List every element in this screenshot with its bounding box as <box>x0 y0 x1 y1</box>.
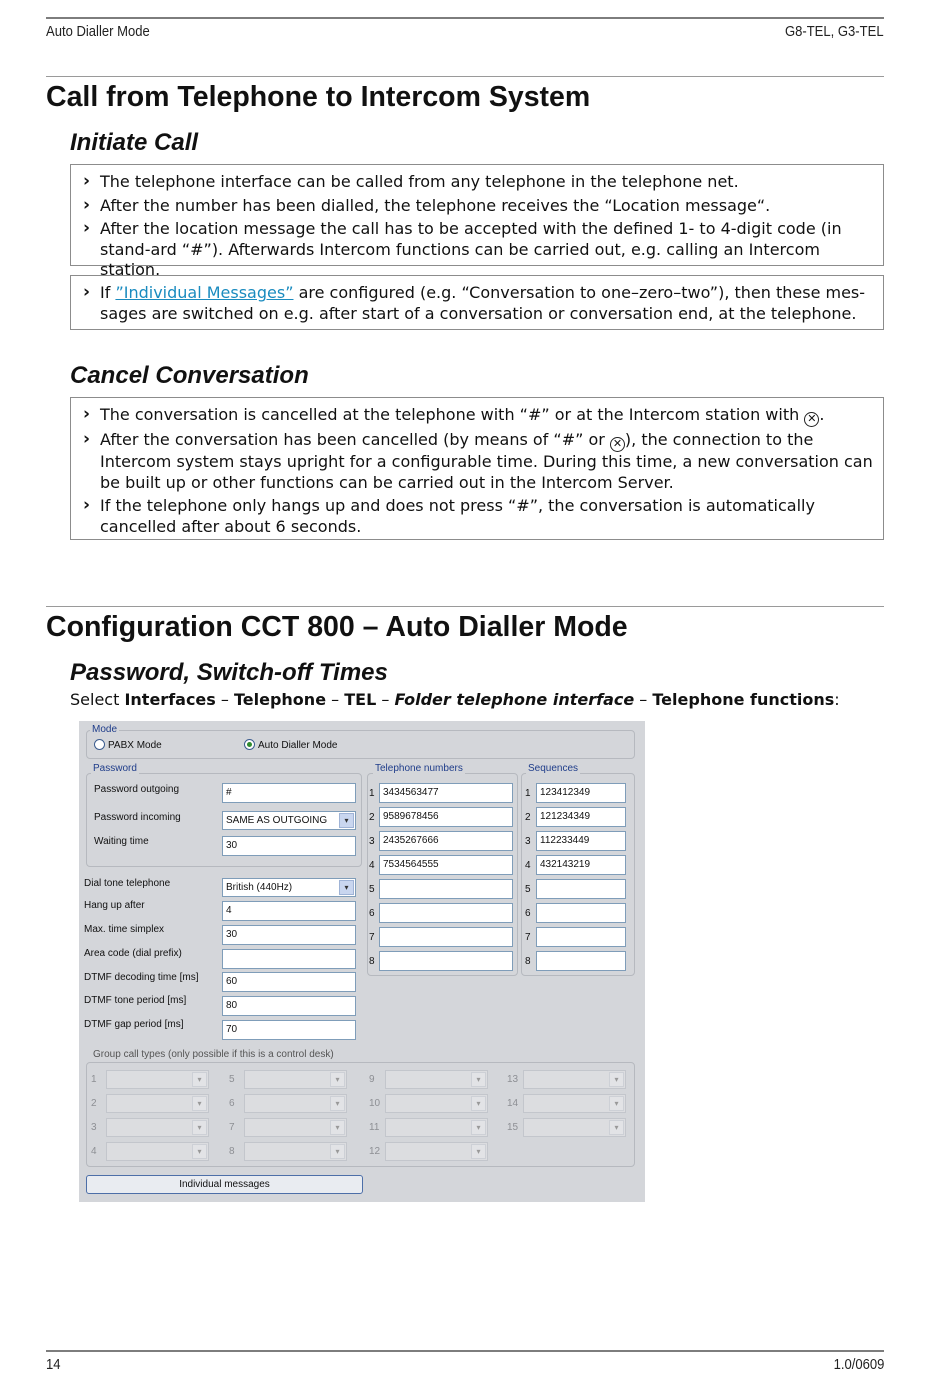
waiting-time-input[interactable]: 30 <box>222 836 356 856</box>
group-call-select <box>385 1118 488 1137</box>
row-number: 5 <box>525 884 531 895</box>
group-call-select <box>244 1118 347 1137</box>
password-outgoing-input[interactable]: # <box>222 783 356 803</box>
sequence-input[interactable]: 432143219 <box>536 855 626 875</box>
chevron-down-icon: ▾ <box>339 813 354 828</box>
footer-rule <box>46 1350 884 1352</box>
sequence-input[interactable] <box>536 903 626 923</box>
telephone-number-input[interactable]: 9589678456 <box>379 807 513 827</box>
telephone-number-input[interactable] <box>379 927 513 947</box>
chevron-down-icon: ▾ <box>471 1072 486 1087</box>
individual-messages-button[interactable]: Individual messages <box>86 1175 363 1194</box>
bullet-item: › After the conversation has been cancelled (by means of “#” or ✕ ), the connection to the Intercom system stays upright for a configurable time. During this time, a new conversation can be built up or other functions can be carried out in the Intercom Server. <box>81 430 873 493</box>
chevron-down-icon: ▾ <box>192 1144 207 1159</box>
page-number: 14 <box>46 1357 61 1373</box>
row-number: 3 <box>369 836 375 847</box>
section-title-config: Configuration CCT 800 – Auto Dialler Mode <box>46 611 628 643</box>
sequence-input[interactable]: 112233449 <box>536 831 626 851</box>
dial-tone-select[interactable]: British (440Hz) ▾ <box>222 878 356 897</box>
chevron-down-icon: ▾ <box>330 1072 345 1087</box>
sequence-input[interactable]: 123412349 <box>536 783 626 803</box>
individual-messages-link[interactable]: ”Individual Messages” <box>115 283 294 302</box>
telephone-numbers-legend: Telephone numbers <box>375 763 463 774</box>
row-number: 5 <box>369 884 375 895</box>
sequence-input[interactable] <box>536 927 626 947</box>
chevron-down-icon: ▾ <box>609 1072 624 1087</box>
chevron-down-icon: ▾ <box>330 1096 345 1111</box>
max-simplex-label: Max. time simplex <box>84 924 165 935</box>
subsection-title-password: Password, Switch-off Times <box>70 659 388 686</box>
dtmf-decoding-input[interactable]: 60 <box>222 972 356 992</box>
page-title: Call from Telephone to Intercom System <box>46 81 591 113</box>
dtmf-decoding-label: DTMF decoding time [ms] <box>84 972 199 983</box>
area-code-label: Area code (dial prefix) <box>84 948 182 959</box>
group-call-select <box>385 1070 488 1089</box>
password-legend: Password <box>93 763 137 774</box>
bullet-item: › The conversation is cancelled at the telephone with “#” or at the Intercom station with ✕ . <box>81 405 873 427</box>
row-number: 8 <box>525 956 531 967</box>
auto-dialler-mode-radio[interactable]: Auto Dialler Mode <box>244 739 337 752</box>
group-call-select <box>244 1094 347 1113</box>
subsection-title-cancel: Cancel Conversation <box>70 362 309 389</box>
bullet-item: › If the telephone only hangs up and does not press “#”, the conversation is automatically cancelled after about 6 seconds. <box>81 496 873 537</box>
group-call-select <box>106 1118 209 1137</box>
row-number: 7 <box>369 932 375 943</box>
password-outgoing-label: Password outgoing <box>94 784 180 795</box>
group-number: 4 <box>91 1146 97 1157</box>
subsection-title-initiate: Initiate Call <box>70 129 199 156</box>
hang-up-label: Hang up after <box>84 900 145 911</box>
note-item: › If ”Individual Messages” are configured (e.g. “Conversation to one–zero–two”), then these mes-sages are switched on e.g. after start of a conversation or conversation end, at the telephone. <box>81 283 873 324</box>
password-incoming-select[interactable]: SAME AS OUTGOING ▾ <box>222 811 356 830</box>
group-number: 7 <box>229 1122 235 1133</box>
chevron-down-icon: ▾ <box>192 1096 207 1111</box>
dtmf-gap-label: DTMF gap period [ms] <box>84 1019 184 1030</box>
row-number: 4 <box>369 860 375 871</box>
chevron-down-icon: ▾ <box>192 1120 207 1135</box>
password-incoming-label: Password incoming <box>94 812 181 823</box>
group-call-select <box>523 1118 626 1137</box>
group-number: 6 <box>229 1098 235 1109</box>
group-number: 3 <box>91 1122 97 1133</box>
sequences-legend: Sequences <box>528 763 579 774</box>
telephone-number-input[interactable] <box>379 903 513 923</box>
chevron-down-icon: ▾ <box>471 1144 486 1159</box>
initiate-call-box <box>70 164 884 279</box>
chevron-down-icon: ▾ <box>339 880 354 895</box>
section-rule <box>46 606 884 607</box>
header-right: G8-TEL, G3-TEL <box>785 24 884 40</box>
document-version: 1.0/0609 <box>833 1357 884 1373</box>
bullet-item: › The telephone interface can be called from any telephone in the telephone net. <box>81 172 873 193</box>
group-call-select <box>244 1142 347 1161</box>
group-number: 15 <box>507 1122 519 1133</box>
dial-tone-label: Dial tone telephone <box>84 878 171 889</box>
telephone-number-input[interactable]: 2435267666 <box>379 831 513 851</box>
note-box <box>70 275 884 330</box>
radio-icon <box>94 739 105 750</box>
group-call-select <box>523 1094 626 1113</box>
chevron-down-icon: ▾ <box>609 1096 624 1111</box>
group-number: 12 <box>369 1146 381 1157</box>
radio-selected-icon <box>244 739 255 750</box>
dtmf-tone-input[interactable]: 80 <box>222 996 356 1016</box>
cancel-conversation-box <box>70 397 884 540</box>
telephone-functions-dialog <box>79 721 645 1202</box>
group-number: 10 <box>369 1098 381 1109</box>
group-number: 13 <box>507 1074 519 1085</box>
header-left: Auto Dialler Mode <box>46 24 150 40</box>
group-number: 9 <box>369 1074 375 1085</box>
sequence-input[interactable]: 121234349 <box>536 807 626 827</box>
dtmf-tone-label: DTMF tone period [ms] <box>84 995 187 1006</box>
group-call-select <box>106 1070 209 1089</box>
group-call-select <box>106 1094 209 1113</box>
max-simplex-input[interactable]: 30 <box>222 925 356 945</box>
telephone-number-input[interactable] <box>379 879 513 899</box>
chevron-down-icon: ▾ <box>330 1120 345 1135</box>
group-call-types-legend: Group call types (only possible if this is a control desk) <box>93 1049 334 1060</box>
row-number: 3 <box>525 836 531 847</box>
menu-path: Select Interfaces – Telephone – TEL – Folder telephone interface – Telephone functions: <box>70 690 840 709</box>
chevron-down-icon: ▾ <box>330 1144 345 1159</box>
waiting-time-label: Waiting time <box>94 836 149 847</box>
chevron-down-icon: ▾ <box>471 1096 486 1111</box>
group-call-select <box>523 1070 626 1089</box>
pabx-mode-radio[interactable]: PABX Mode <box>94 739 162 752</box>
cancel-key-icon: ✕ <box>804 412 819 427</box>
chevron-down-icon: ▾ <box>471 1120 486 1135</box>
row-number: 1 <box>525 788 531 799</box>
group-call-select <box>106 1142 209 1161</box>
telephone-number-input[interactable] <box>379 951 513 971</box>
telephone-number-input[interactable]: 7534564555 <box>379 855 513 875</box>
chevron-down-icon: ▾ <box>609 1120 624 1135</box>
chevron-down-icon: ▾ <box>192 1072 207 1087</box>
row-number: 2 <box>369 812 375 823</box>
bullet-item: › After the number has been dialled, the telephone receives the “Location message“. <box>81 196 873 217</box>
header-rule <box>46 17 884 19</box>
row-number: 8 <box>369 956 375 967</box>
group-number: 8 <box>229 1146 235 1157</box>
row-number: 6 <box>369 908 375 919</box>
group-number: 5 <box>229 1074 235 1085</box>
group-call-select <box>244 1070 347 1089</box>
area-code-input[interactable] <box>222 949 356 969</box>
row-number: 7 <box>525 932 531 943</box>
section-rule <box>46 76 884 77</box>
group-number: 2 <box>91 1098 97 1109</box>
group-number: 11 <box>369 1122 380 1133</box>
hang-up-input[interactable]: 4 <box>222 901 356 921</box>
row-number: 4 <box>525 860 531 871</box>
mode-group <box>86 730 635 759</box>
row-number: 6 <box>525 908 531 919</box>
cancel-key-icon: ✕ <box>610 437 625 452</box>
mode-legend: Mode <box>92 724 118 735</box>
telephone-number-input[interactable]: 3434563477 <box>379 783 513 803</box>
group-call-select <box>385 1142 488 1161</box>
group-number: 14 <box>507 1098 519 1109</box>
group-number: 1 <box>91 1074 97 1085</box>
bullet-item: › After the location message the call has to be accepted with the defined 1- to 4-digit code (in stand-ard “#”). Afterwards Intercom functions can be carried out, e.g. calling an Intercom station. <box>81 219 873 281</box>
group-call-select <box>385 1094 488 1113</box>
sequence-input[interactable] <box>536 951 626 971</box>
sequence-input[interactable] <box>536 879 626 899</box>
row-number: 2 <box>525 812 531 823</box>
row-number: 1 <box>369 788 375 799</box>
dtmf-gap-input[interactable]: 70 <box>222 1020 356 1040</box>
